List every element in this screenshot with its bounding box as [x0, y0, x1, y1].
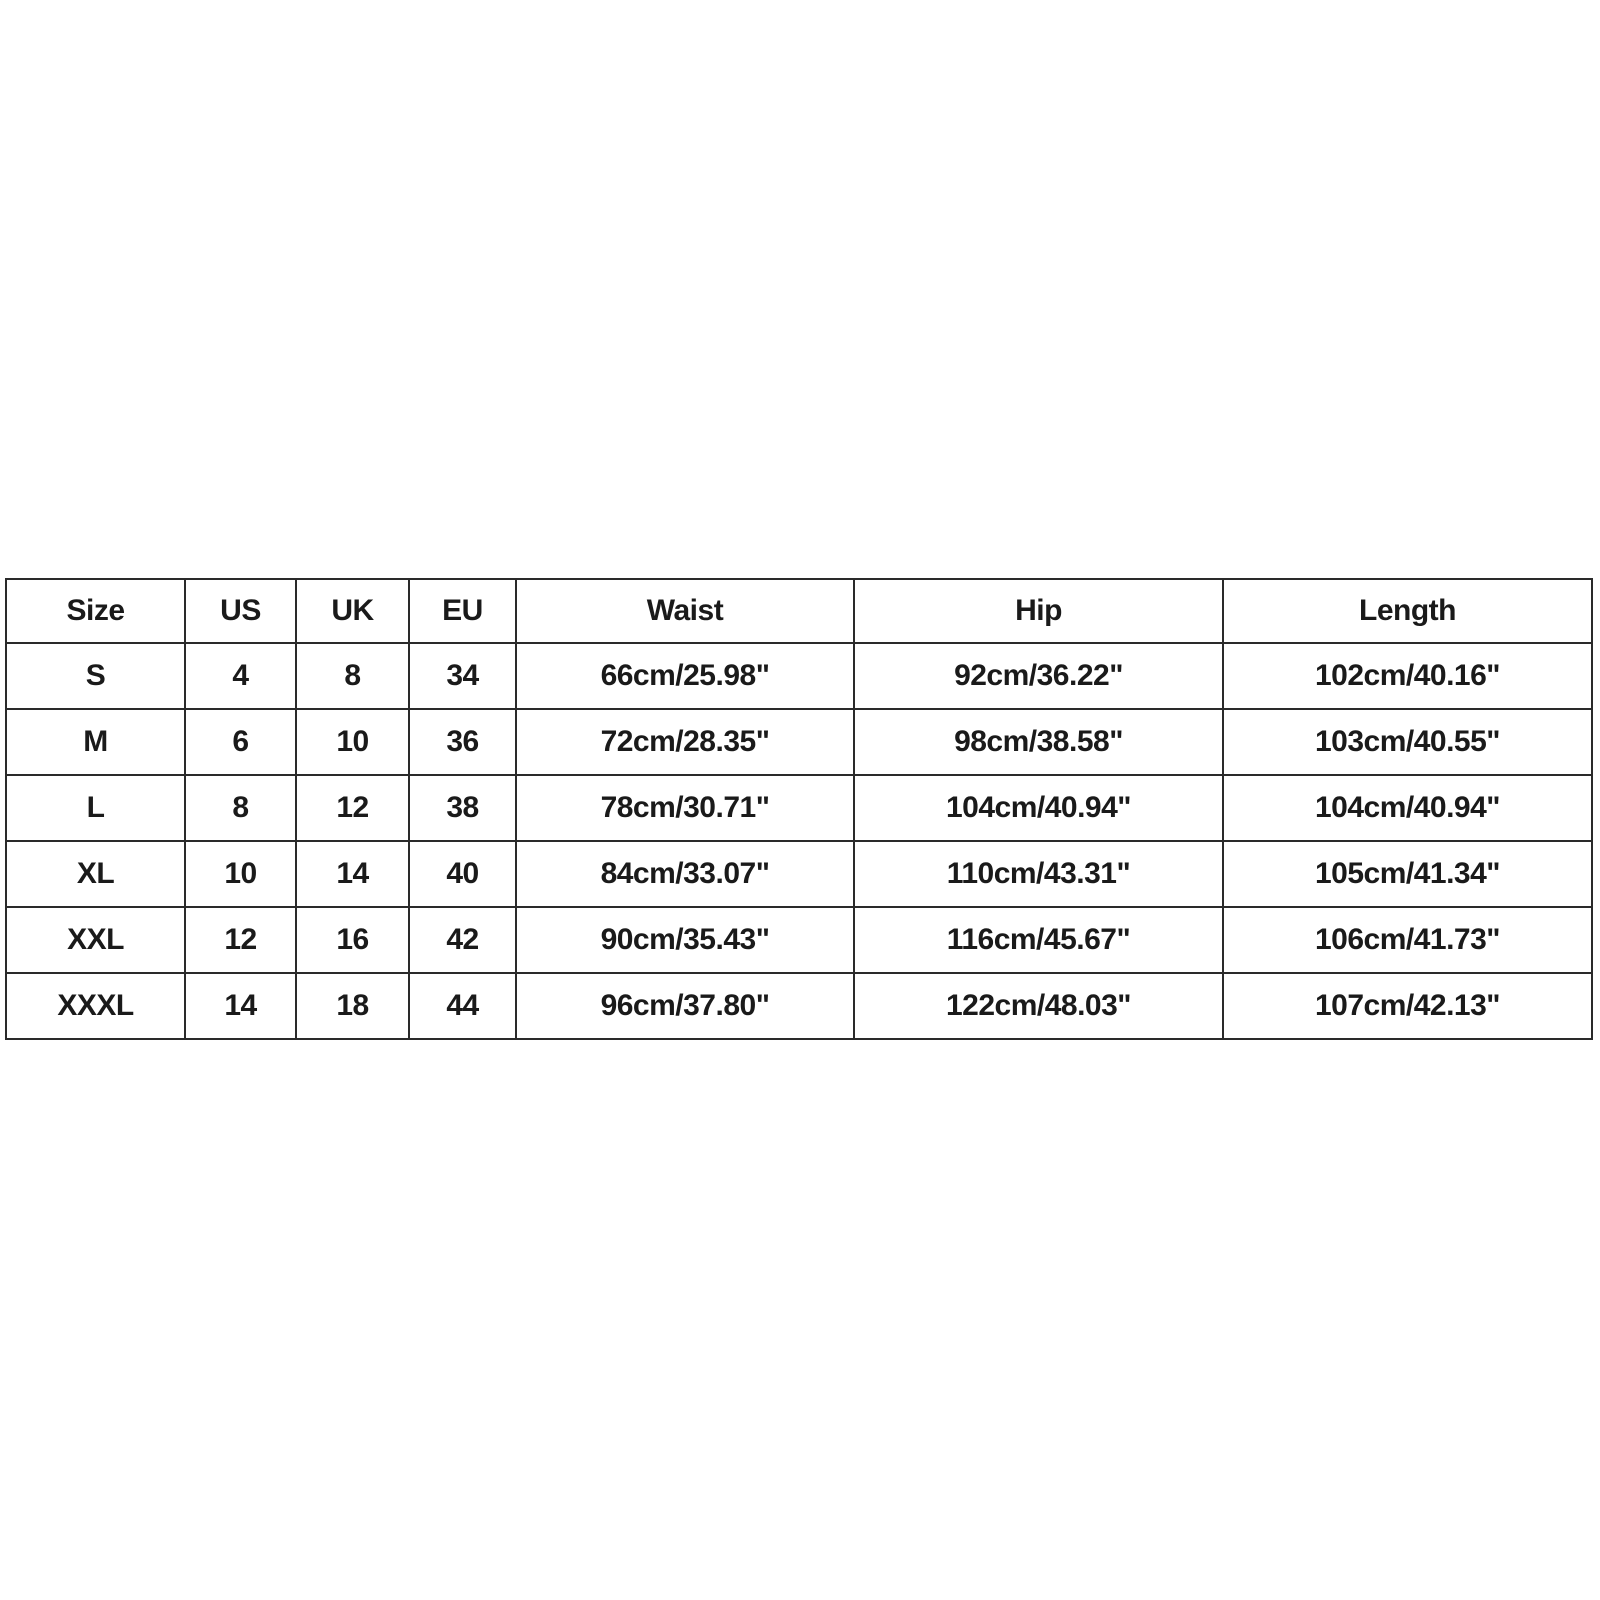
cell-length: 107cm/42.13": [1223, 973, 1592, 1039]
cell-waist: 72cm/28.35": [516, 709, 854, 775]
cell-size: L: [6, 775, 185, 841]
cell-hip: 104cm/40.94": [854, 775, 1223, 841]
cell-uk: 10: [296, 709, 409, 775]
cell-eu: 38: [409, 775, 516, 841]
cell-length: 106cm/41.73": [1223, 907, 1592, 973]
header-hip: Hip: [854, 579, 1223, 643]
cell-length: 105cm/41.34": [1223, 841, 1592, 907]
table-row: [6, 775, 1592, 841]
cell-size: XXL: [6, 907, 185, 973]
cell-hip: 98cm/38.58": [854, 709, 1223, 775]
cell-eu: 34: [409, 643, 516, 709]
cell-uk: 12: [296, 775, 409, 841]
cell-us: 8: [185, 775, 296, 841]
header-row: [6, 579, 1592, 643]
size-chart-table: [5, 578, 1593, 1040]
cell-uk: 8: [296, 643, 409, 709]
cell-eu: 40: [409, 841, 516, 907]
cell-size: M: [6, 709, 185, 775]
cell-uk: 16: [296, 907, 409, 973]
cell-eu: 42: [409, 907, 516, 973]
cell-hip: 116cm/45.67": [854, 907, 1223, 973]
cell-waist: 66cm/25.98": [516, 643, 854, 709]
cell-waist: 78cm/30.71": [516, 775, 854, 841]
cell-us: 14: [185, 973, 296, 1039]
cell-length: 103cm/40.55": [1223, 709, 1592, 775]
cell-size: S: [6, 643, 185, 709]
table-row: [6, 973, 1592, 1039]
cell-waist: 96cm/37.80": [516, 973, 854, 1039]
cell-us: 10: [185, 841, 296, 907]
cell-uk: 18: [296, 973, 409, 1039]
table-row: [6, 907, 1592, 973]
header-eu: EU: [409, 579, 516, 643]
header-us: US: [185, 579, 296, 643]
cell-us: 12: [185, 907, 296, 973]
header-waist: Waist: [516, 579, 854, 643]
cell-hip: 122cm/48.03": [854, 973, 1223, 1039]
table-row: [6, 643, 1592, 709]
header-size: Size: [6, 579, 185, 643]
header-uk: UK: [296, 579, 409, 643]
header-length: Length: [1223, 579, 1592, 643]
table-row: [6, 841, 1592, 907]
cell-waist: 84cm/33.07": [516, 841, 854, 907]
cell-size: XXXL: [6, 973, 185, 1039]
table-row: [6, 709, 1592, 775]
cell-uk: 14: [296, 841, 409, 907]
cell-us: 4: [185, 643, 296, 709]
cell-size: XL: [6, 841, 185, 907]
cell-hip: 92cm/36.22": [854, 643, 1223, 709]
cell-eu: 44: [409, 973, 516, 1039]
cell-hip: 110cm/43.31": [854, 841, 1223, 907]
cell-waist: 90cm/35.43": [516, 907, 854, 973]
cell-us: 6: [185, 709, 296, 775]
cell-length: 102cm/40.16": [1223, 643, 1592, 709]
cell-eu: 36: [409, 709, 516, 775]
cell-length: 104cm/40.94": [1223, 775, 1592, 841]
